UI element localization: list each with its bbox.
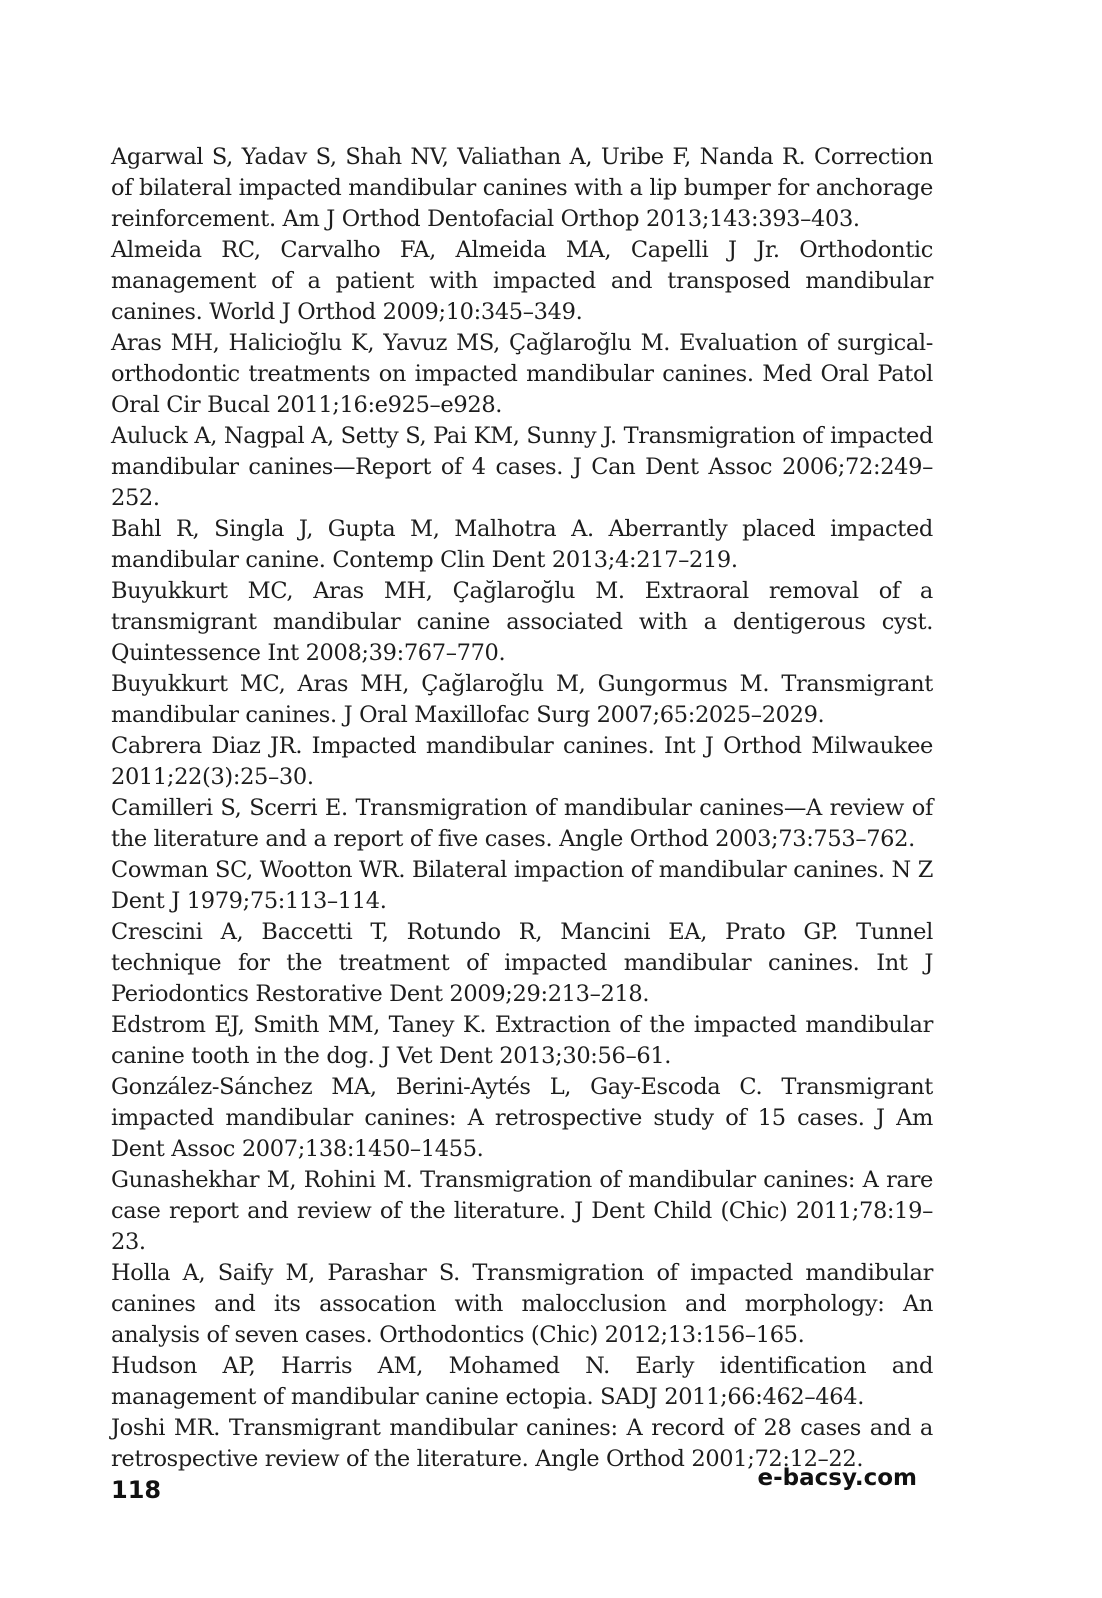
reference-item: Buyukkurt MC, Aras MH, Çağlaroğlu M. Extraoral removal of a transmigrant mandibular canine associated with a dentigerous cyst. Quintessence Int 2008;39:767–770. (111, 578, 933, 666)
reference-item: Aras MH, Halicioğlu K, Yavuz MS, Çağlaroğlu M. Evaluation of surgical-orthodontic treatments on impacted mandibular canines. Med Oral Patol Oral Cir Bucal 2011;16:e925–e928. (111, 330, 933, 418)
reference-item: Bahl R, Singla J, Gupta M, Malhotra A. Aberrantly placed impacted mandibular canine. Contemp Clin Dent 2013;4:217–219. (111, 516, 933, 573)
reference-item: González-Sánchez MA, Berini-Aytés L, Gay-Escoda C. Transmigrant impacted mandibular canines: A retrospective study of 15 cases. J Am Dent Assoc 2007;138:1450–1455. (111, 1074, 933, 1162)
reference-item: Camilleri S, Scerri E. Transmigration of mandibular canines—A review of the literature and a report of five cases. Angle Orthod 2003;73:753–762. (111, 795, 933, 852)
reference-item: Crescini A, Baccetti T, Rotundo R, Mancini EA, Prato GP. Tunnel technique for the treatment of impacted mandibular canines. Int J Periodontics Restorative Dent 2009;29:213–218. (111, 919, 933, 1007)
reference-item: Cabrera Diaz JR. Impacted mandibular canines. Int J Orthod Milwaukee 2011;22(3):25–30. (111, 733, 933, 790)
reference-item: Hudson AP, Harris AM, Mohamed N. Early identification and management of mandibular canine ectopia. SADJ 2011;66:462–464. (111, 1353, 933, 1410)
reference-item: Auluck A, Nagpal A, Setty S, Pai KM, Sunny J. Transmigration of impacted mandibular canines—Report of 4 cases. J Can Dent Assoc 2006;72:249–252. (111, 423, 933, 511)
reference-item: Buyukkurt MC, Aras MH, Çağlaroğlu M, Gungormus M. Transmigrant mandibular canines. J Oral Maxillofac Surg 2007;65:2025–2029. (111, 671, 933, 728)
reference-item: Agarwal S, Yadav S, Shah NV, Valiathan A, Uribe F, Nanda R. Correction of bilateral impacted mandibular canines with a lip bumper for anchorage reinforcement. Am J Orthod Dentofacial Orthop 2013;143:393–403. (111, 144, 933, 232)
reference-list (111, 142, 933, 1475)
reference-item: Cowman SC, Wootton WR. Bilateral impaction of mandibular canines. N Z Dent J 1979;75:113–114. (111, 857, 933, 914)
reference-item: Edstrom EJ, Smith MM, Taney K. Extraction of the impacted mandibular canine tooth in the dog. J Vet Dent 2013;30:56–61. (111, 1012, 933, 1069)
reference-item: Almeida RC, Carvalho FA, Almeida MA, Capelli J Jr. Orthodontic management of a patient with impacted and transposed mandibular canines. World J Orthod 2009;10:345–349. (111, 237, 933, 325)
reference-item: Gunashekhar M, Rohini M. Transmigration of mandibular canines: A rare case report and review of the literature. J Dent Child (Chic) 2011;78:19–23. (111, 1167, 933, 1255)
reference-item: Holla A, Saify M, Parashar S. Transmigration of impacted mandibular canines and its assocation with malocclusion and morphology: An analysis of seven cases. Orthodontics (Chic) 2012;13:156–165. (111, 1260, 933, 1348)
reference-item: Joshi MR. Transmigrant mandibular canines: A record of 28 cases and a retrospective review of the literature. Angle Orthod 2001;72:12–22. (111, 1415, 933, 1472)
site-watermark-text: e-bacsy.com (757, 1465, 917, 1491)
page-number: 118 (111, 1476, 162, 1504)
